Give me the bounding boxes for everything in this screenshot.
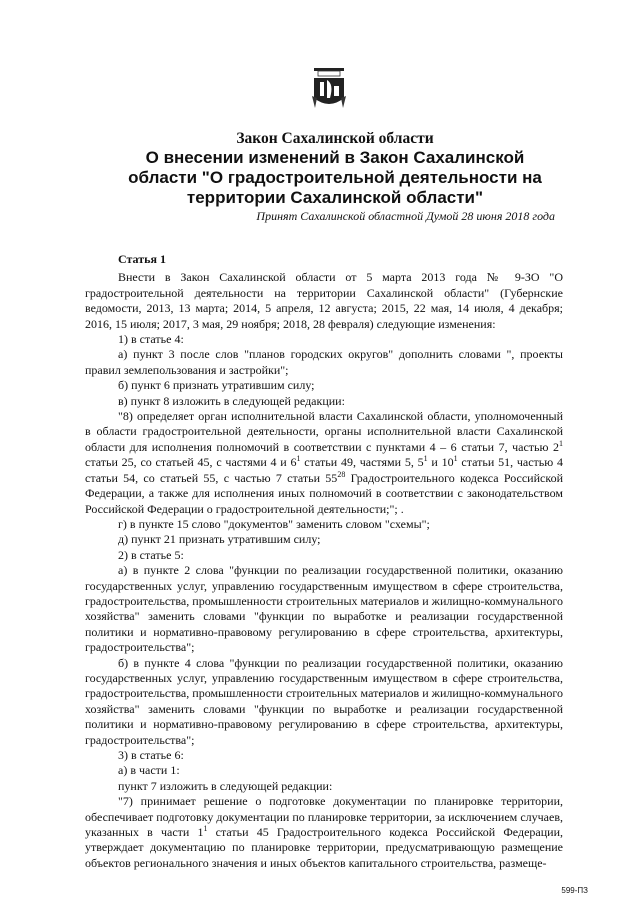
item-2: 2) в статье 5: — [118, 547, 184, 562]
adoption-note: Принят Сахалинской областной Думой 28 июня 2018 года — [256, 209, 555, 223]
law-subject-line-1: О внесении изменений в Закон Сахалинской — [145, 148, 525, 167]
quote-item-8: "8) определяет орган исполнительной власти Сахалинской области, уполномоченный в области градостроительной деятельности, органы исполнительной власти Сахалинской области для исполнения полномочий в соответствии с пунктами 4 – 6 статьи 7, частью $2^1$ статьи 25, со статьей 45, с частями 4 и $6^1$ статьи 49, частями 5, $5^1$ и $10^1$ статьи 51, частью 4 статьи 54, со статьей 55, с частью 7 статьи $55^{28}$ Градостроительного кодекса Российской Федерации, а также для исполнения иных полномочий в соответствии с законодательством Российской Федерации о градостроительной деятельности;"; . — [85, 409, 564, 516]
coat-of-arms-emblem — [312, 68, 346, 110]
item-1c: в) пункт 8 изложить в следующей редакции: — [118, 393, 345, 408]
law-title: Закон Сахалинской области — [236, 130, 434, 147]
item-3: 3) в статье 6: — [118, 748, 184, 762]
item-3a-sub: пункт 7 изложить в следующей редакции: — [118, 778, 333, 793]
article-heading: Статья 1 — [118, 252, 166, 266]
item-3a: а) в части 1: — [118, 763, 180, 778]
item-1: 1) в статье 4: — [118, 332, 184, 347]
document-title — [100, 130, 570, 208]
page-code: 599-ПЗ — [561, 886, 588, 895]
item-2a: а) в пункте 2 слова "функции по реализации государственной политики, оказанию государственных услуг, управлению государственным имуществом в сфере строительства, градостроительства, промышленности строительных материалов и жилищно-коммунального хозяйства" заменить словами "функции по выработке и реализации государственной политики и нормативно-правовому регулированию в сфере строительства, архитектуры, градостроительства"; — [85, 563, 563, 655]
item-2b: б) в пункте 4 слова "функции по реализации государственной политики, оказанию государственных услуг, управлению государственным имуществом в сфере строительства, градостроительства, промышленности строительных материалов и жилищно-коммунального хозяйства" заменить словами "функции по выработке и реализации государственной политики и нормативно-правовому регулированию в сфере строительства, архитектуры, градостроительства"; — [85, 655, 563, 747]
item-1a: а) пункт 3 после слов "планов городских округов" дополнить словами ", проекты правил землепользования и застройки"; — [85, 347, 563, 377]
article-body — [85, 252, 563, 871]
law-subject-line-2: области "О градостроительной деятельности на — [128, 168, 542, 187]
item-1g: г) в пункте 15 слово "документов" заменить словом "схемы"; — [118, 516, 430, 531]
item-1b: б) пункт 6 признать утратившим силу; — [118, 378, 315, 393]
quote-item-7: "7) принимает решение о подготовке документации по планировке территории, обеспечивает подготовку документации по планировке территории, за исключением случаев, указанных в части $1^1$ статьи 45 Градостроительного кодекса Российской Федерации, утверждает документацию по планировке территории, предусматривающую размещение объектов регионального значения и иных объектов капитального строительства, размеще- — [85, 794, 563, 870]
article-intro: Внести в Закон Сахалинской области от 5 марта 2013 года № 9-ЗО "О градостроительной деятельности на территории Сахалинской области" (Губернские ведомости, 2013, 13 марта; 2014, 5 апреля, 12 августа; 2015, 22 мая, 14 июля, 4 декабря; 2016, 15 июля; 2017, 3 мая, 29 ноября; 2018, 28 февраля) следующие изменения: — [85, 270, 563, 331]
law-subject-line-3: территории Сахалинской области" — [186, 188, 484, 207]
item-1d: д) пункт 21 признать утратившим силу; — [118, 532, 321, 547]
